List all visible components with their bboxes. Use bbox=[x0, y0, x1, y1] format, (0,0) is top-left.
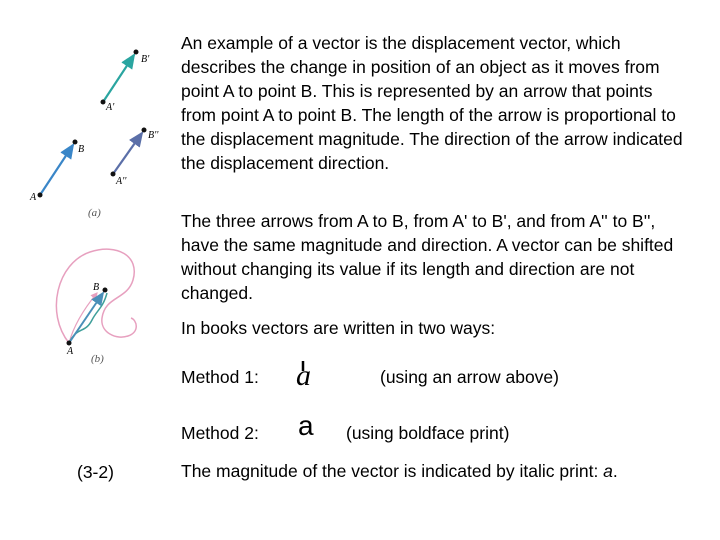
point-b-prime bbox=[134, 50, 139, 55]
method-1-symbol: a bbox=[296, 359, 311, 392]
label-a-prime: A' bbox=[106, 102, 115, 113]
paragraph-three-arrows: The three arrows from A to B, from A' to B', and from A'' to B'', have the same magnitude and direction. A vector can be shifted without changing its value if its length and direction are not changed. bbox=[181, 211, 674, 303]
vector-arrow-a1b1 bbox=[103, 55, 134, 102]
point-b bbox=[73, 140, 78, 145]
method-2-symbol: a bbox=[298, 410, 314, 441]
paragraph-magnitude bbox=[181, 459, 618, 483]
curved-path bbox=[56, 249, 136, 343]
figure-panel-a bbox=[20, 38, 170, 223]
panel-b-caption: (b) bbox=[91, 353, 104, 365]
label-a: A bbox=[67, 346, 74, 357]
label-a: A bbox=[30, 192, 37, 203]
point-a bbox=[67, 341, 72, 346]
panel-a-caption: (a) bbox=[88, 207, 101, 219]
vector-arrow-a2b2 bbox=[113, 133, 142, 174]
label-b-prime: B' bbox=[141, 54, 150, 65]
label-a-double-prime: A'' bbox=[116, 176, 127, 187]
point-a-double-prime bbox=[111, 172, 116, 177]
figure-panel-b bbox=[45, 238, 165, 368]
point-a-prime bbox=[101, 100, 106, 105]
magnitude-end: . bbox=[612, 461, 618, 481]
label-b: B bbox=[93, 282, 100, 293]
method-2-note: (using boldface print) bbox=[346, 423, 510, 443]
magnitude-text: The magnitude of the vector is indicated by italic print: bbox=[181, 461, 604, 481]
paragraph-notation-intro: In books vectors are written in two ways: bbox=[181, 318, 496, 338]
label-b-double-prime: B'' bbox=[148, 130, 159, 141]
method-2-label: Method 2: bbox=[181, 423, 259, 443]
method-1-note: (using an arrow above) bbox=[380, 367, 559, 387]
method-1-label: Method 1: bbox=[181, 367, 259, 387]
point-a bbox=[38, 193, 43, 198]
point-b-double-prime bbox=[142, 128, 147, 133]
figure-number: (3-2) bbox=[77, 462, 114, 482]
displacement-arrow-ab bbox=[69, 293, 103, 343]
paragraph-displacement-definition: An example of a vector is the displacement vector, which describes the change in position of an object as it moves from point A to point B. This is represented by an arrow that points from point A to point B. The length of the arrow is proportional to the displacement magnitude. The direction of the arrow indicated the displacement direction. bbox=[181, 33, 683, 173]
vector-arrow-ab bbox=[40, 145, 73, 195]
point-b bbox=[103, 288, 108, 293]
label-b: B bbox=[78, 144, 85, 155]
magnitude-symbol: a bbox=[603, 461, 613, 481]
